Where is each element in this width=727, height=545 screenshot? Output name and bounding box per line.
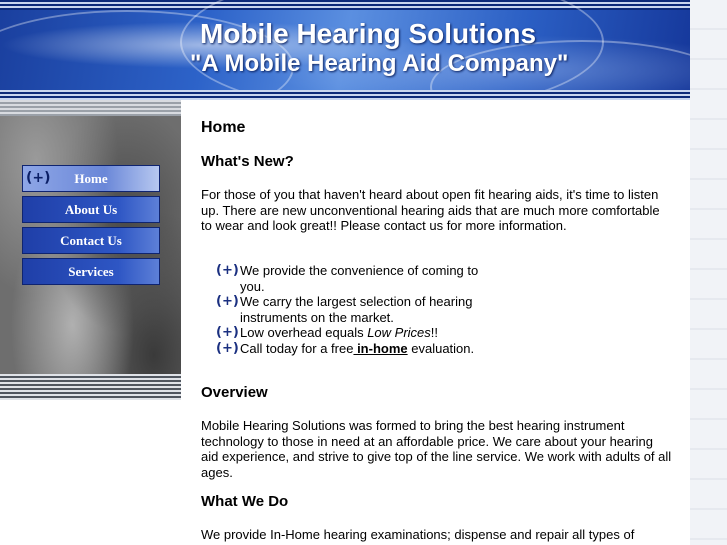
overview-text: Mobile Hearing Solutions was formed to bring the best hearing instrument technology to those in need at an affordable price. We care about your hearing aid experience, and strive to give top of the line service. We work with adults of all ages. <box>201 418 672 480</box>
what-we-do-heading: What We Do <box>201 493 289 510</box>
sidebar-bottom-stripe <box>0 374 181 400</box>
nav-item-label: Contact Us <box>60 233 122 248</box>
list-item-text: !! <box>430 325 439 340</box>
plus-icon: (+) <box>26 170 51 186</box>
overview-heading: Overview <box>201 384 268 401</box>
plus-bullet-icon: (+) <box>216 340 239 356</box>
list-item <box>216 341 486 357</box>
nav-item-home[interactable] <box>22 165 160 192</box>
list-item-text: We carry the largest selection of hearing instruments on the market. <box>240 294 473 325</box>
nav-item-label: Home <box>74 171 108 186</box>
main-navigation <box>22 165 160 289</box>
list-item-text: We provide the convenience of coming to you. <box>240 263 479 294</box>
page-title: Home <box>201 119 246 136</box>
list-item-text: Low overhead equals <box>240 325 368 340</box>
what-we-do-text: We provide In-Home hearing examinations; dispense and repair all types of <box>201 527 635 542</box>
nav-item-label: About Us <box>64 202 118 217</box>
site-title: Mobile Hearing Solutions <box>200 18 537 49</box>
site-tagline: "A Mobile Hearing Aid Company" <box>190 50 569 77</box>
list-item-text: Call today for a free <box>240 340 354 356</box>
whats-new-heading: What's New? <box>201 153 294 170</box>
sidebar-top-stripe <box>0 100 181 116</box>
plus-bullet-icon: (+) <box>216 294 239 309</box>
feature-list <box>216 263 486 356</box>
list-item <box>216 325 486 341</box>
list-item <box>216 294 486 325</box>
right-edge-background <box>690 0 727 545</box>
list-item-text: evaluation. <box>407 340 475 356</box>
nav-item-label: Services <box>68 264 114 279</box>
in-home-link[interactable]: in-home <box>353 340 408 356</box>
nav-item-about-us[interactable] <box>22 196 160 223</box>
nav-item-contact-us[interactable] <box>22 227 160 254</box>
whats-new-text: For those of you that haven't heard about open fit hearing aids, it's time to listen up. There are new unconventional hearing aids that are much more comfortable to wear and look great!! Please contact us for more information. <box>201 187 660 233</box>
plus-bullet-icon: (+) <box>216 325 239 340</box>
nav-item-services[interactable] <box>22 258 160 285</box>
list-item <box>216 263 486 294</box>
sidebar <box>0 100 181 400</box>
main-content <box>181 100 690 545</box>
plus-bullet-icon: (+) <box>216 263 239 278</box>
header-bottom-stripe <box>0 90 690 100</box>
site-header-banner <box>0 0 690 100</box>
low-prices-emphasis: Low Prices <box>367 325 431 340</box>
